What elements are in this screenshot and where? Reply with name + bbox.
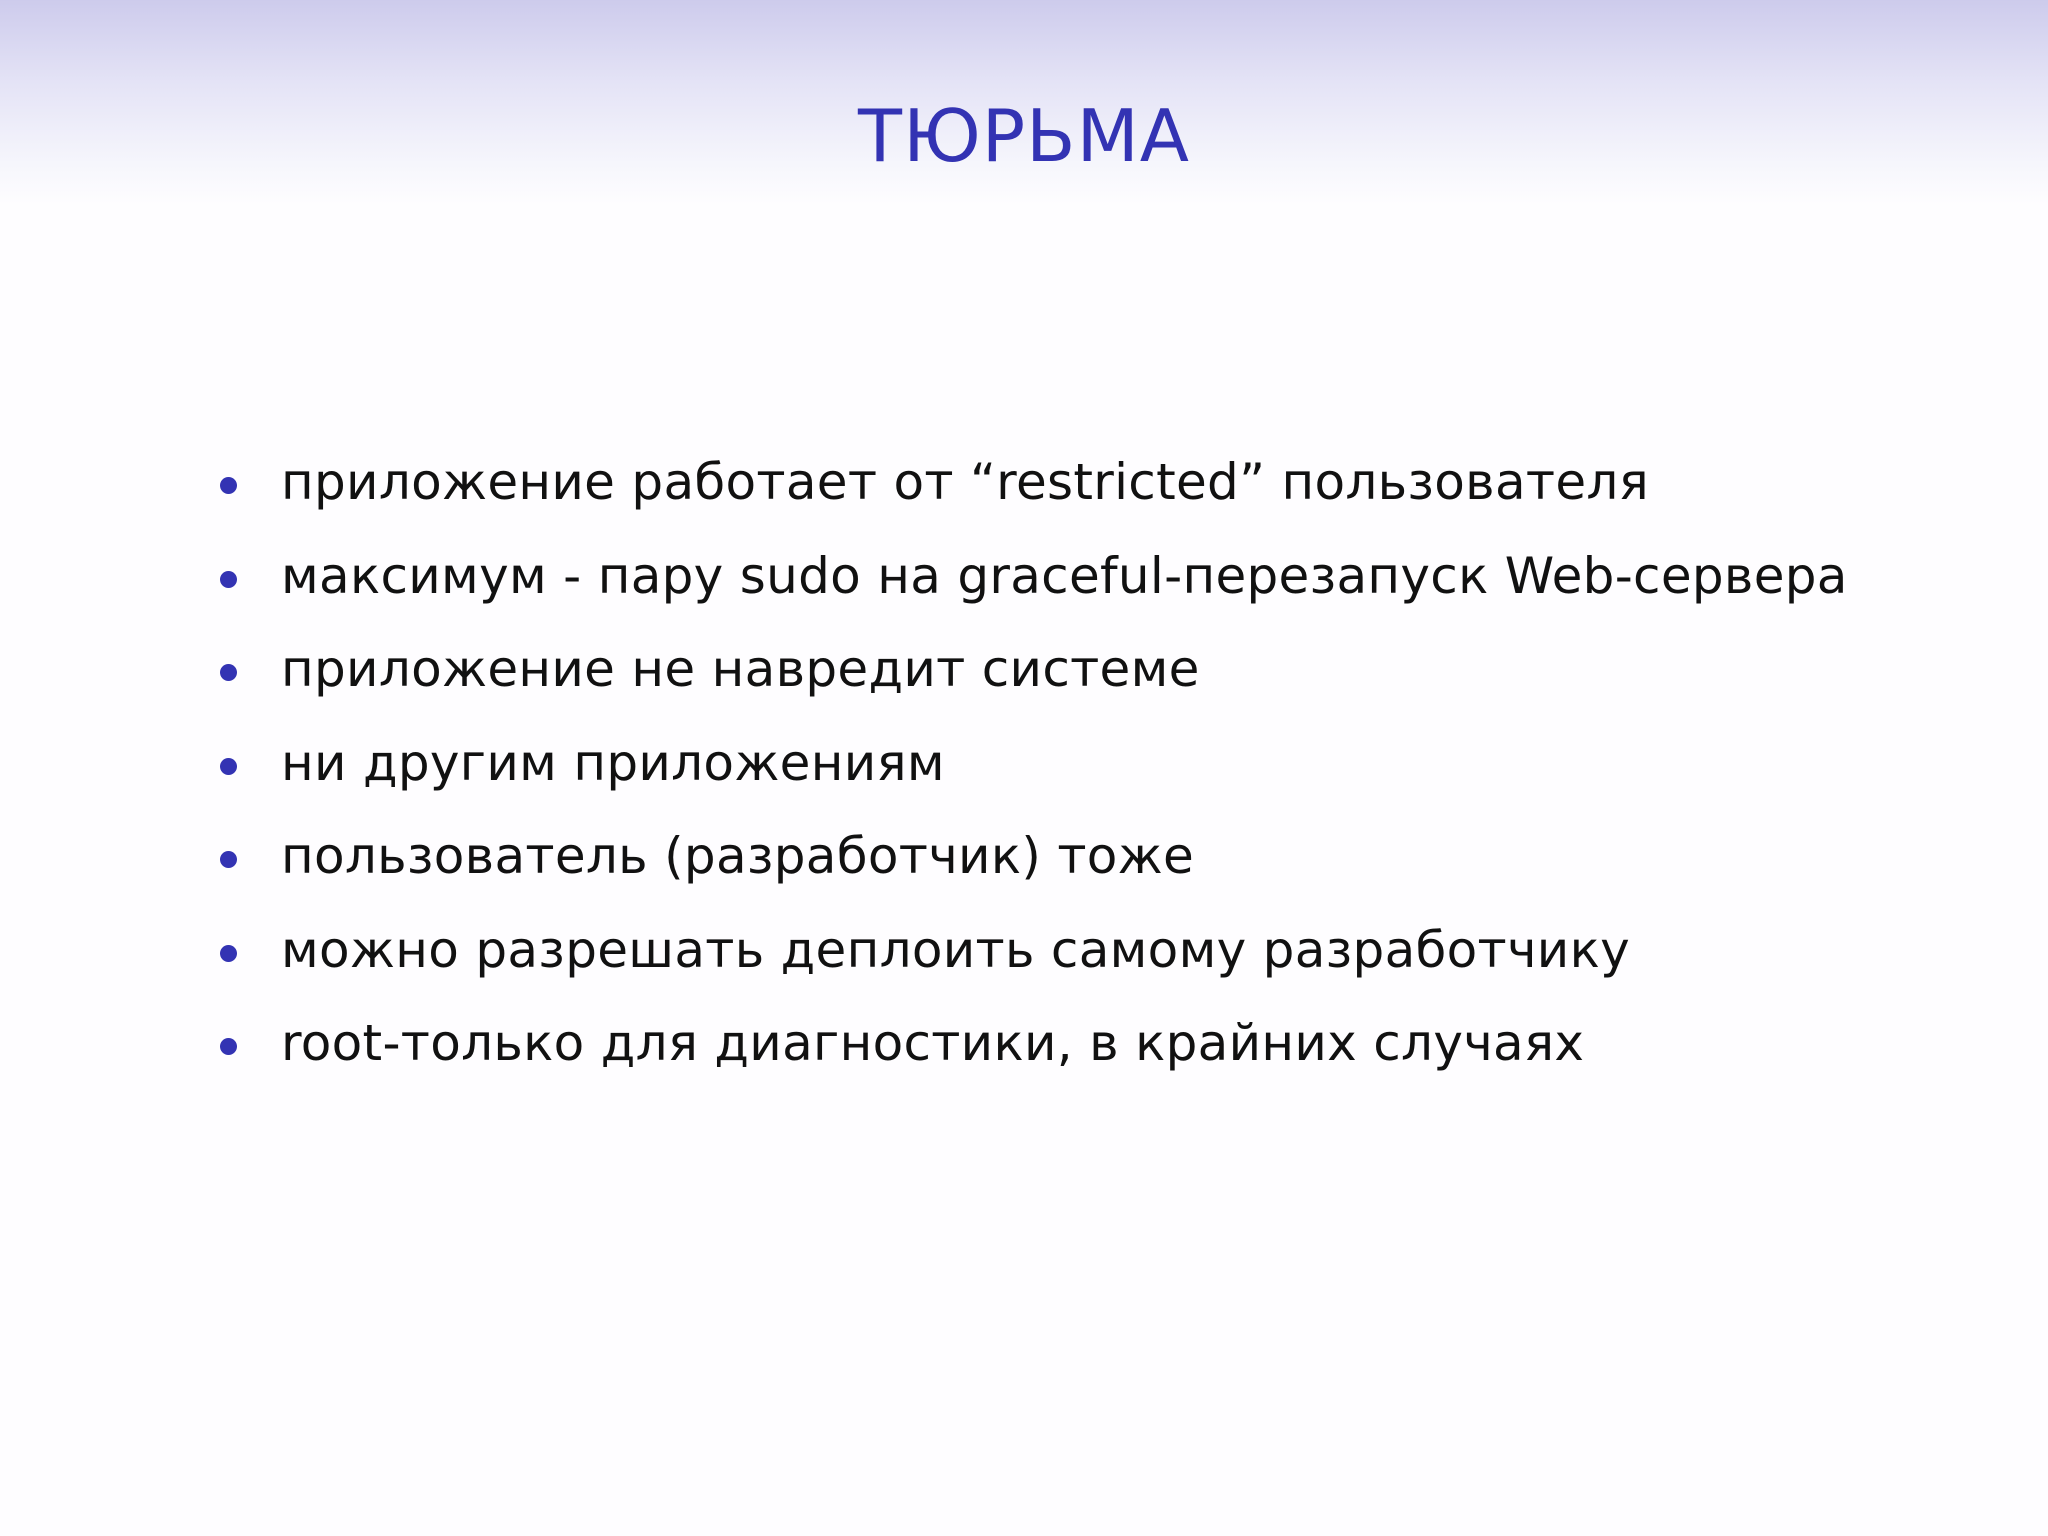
bullet-icon bbox=[220, 477, 237, 494]
list-item bbox=[220, 452, 1848, 546]
bullet-text: приложение не навредит системе bbox=[281, 640, 1200, 698]
list-item bbox=[220, 546, 1848, 640]
bullet-icon bbox=[220, 571, 237, 588]
bullet-icon bbox=[220, 945, 237, 962]
bullet-icon bbox=[220, 1038, 237, 1055]
list-item bbox=[220, 1013, 1848, 1107]
bullet-text: можно разрешать деплоить самому разработчику bbox=[281, 920, 1630, 979]
list-item bbox=[220, 920, 1848, 1014]
bullet-icon bbox=[220, 758, 237, 775]
list-item bbox=[220, 733, 1848, 827]
bullet-text: максимум - пару sudo на graceful-перезапуск Web-сервера bbox=[281, 546, 1848, 605]
bullet-icon bbox=[220, 664, 237, 681]
list-item bbox=[220, 639, 1848, 733]
bullet-text: приложение работает от “restricted” пользователя bbox=[281, 453, 1650, 511]
bullet-list bbox=[220, 452, 1848, 1107]
bullet-text: root-только для диагностики, в крайних случаях bbox=[281, 1014, 1585, 1072]
bullet-text: пользователь (разработчик) тоже bbox=[281, 827, 1195, 885]
bullet-text: ни другим приложениям bbox=[281, 733, 945, 792]
list-item bbox=[220, 826, 1848, 920]
bullet-icon bbox=[220, 851, 237, 868]
slide-title: ТЮРЬМА bbox=[858, 94, 1190, 178]
